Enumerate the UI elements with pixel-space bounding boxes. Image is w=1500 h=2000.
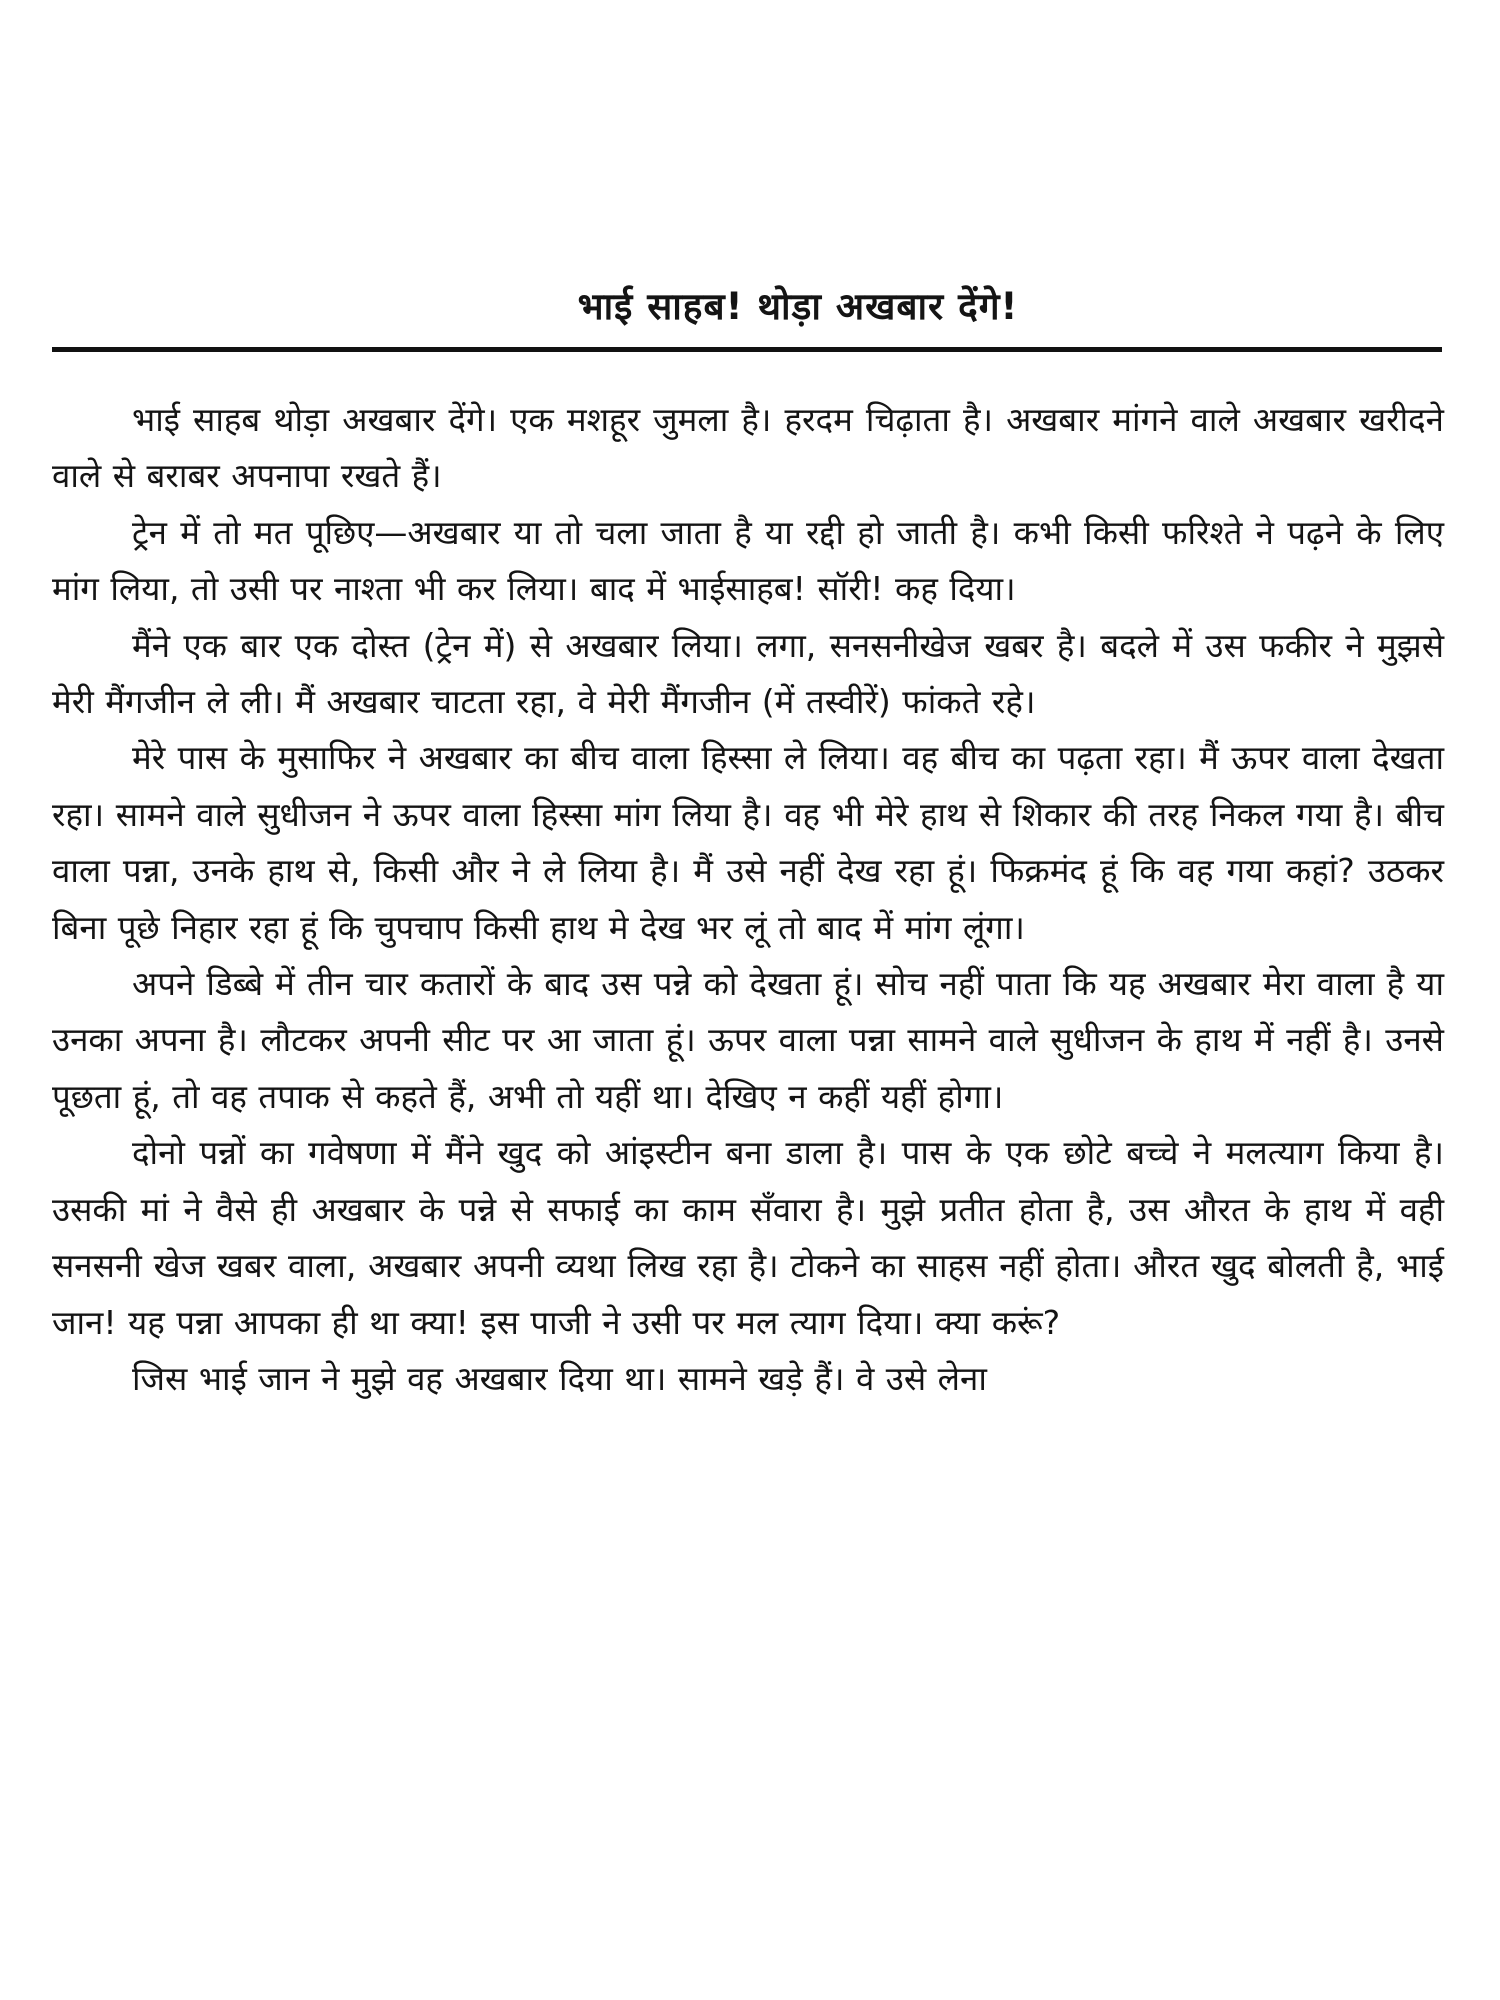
paragraph-3: मैंने एक बार एक दोस्त (ट्रेन में) से अखबार लिया। लगा, सनसनीखेज खबर है। बदले में उस फकीर ने मुझसे मेरी मैंगजीन ले ली। मैं अखबार चाटता रहा, वे मेरी मैंगजीन (में तस्वीरें) फांकते रहे। [52,625,1445,722]
paragraph-5: अपने डिब्बे में तीन चार कतारों के बाद उस पन्ने को देखता हूं। सोच नहीं पाता कि यह अखबार मेरा वाला है या उनका अपना है। लौटकर अपनी सीट पर आ जाता हूं। ऊपर वाला पन्ना सामने वाले सुधीजन के हाथ में नहीं है। उनसे पूछता हूं, तो वह तपाक से कहते हैं, अभी तो यहीं था। देखिए न कहीं यहीं होगा। [52,964,1444,1116]
paragraph-2: ट्रेन में तो मत पूछिए—अखबार या तो चला जाता है या रद्दी हो जाती है। कभी किसी फरिश्ते ने पढ़ने के लिए मांग लिया, तो उसी पर नाश्ता भी कर लिया। बाद में भाईसाहब! सॉरी! कह दिया। [52,512,1444,609]
title-divider [52,347,1442,352]
paragraph-1: भाई साहब थोड़ा अखबार देंगे। एक मशहूर जुमला है। हरदम चिढ़ाता है। अखबार मांगने वाले अखबार खरीदने वाले से बराबर अपनापा रखते हैं। [52,400,1444,496]
paragraph-6: दोनो पन्नों का गवेषणा में मैंने खुद को आंइस्टीन बना डाला है। पास के एक छोटे बच्चे ने मलत्याग किया है। उसकी मां ने वैसे ही अखबार के पन्ने से सफाई का काम सँवारा है। मुझे प्रतीत होता है, उस औरत के हाथ में वही सनसनी खेज खबर वाला, अखबार अपनी व्यथा लिख रहा है। टोकने का साहस नहीं होता। औरत खुद बोलती है, भाई जान! यह पन्ना आपका ही था क्या! इस पाजी ने उसी पर मल त्याग दिया। क्या करूं? [52,1133,1444,1342]
chapter-body [52,392,1444,1407]
paragraph-4: मेरे पास के मुसाफिर ने अखबार का बीच वाला हिस्सा ले लिया। वह बीच का पढ़ता रहा। मैं ऊपर वाला देखता रहा। सामने वाले सुधीजन ने ऊपर वाला हिस्सा मांग लिया है। वह भी मेरे हाथ से शिकार की तरह निकल गया है। बीच वाला पन्ना, उनके हाथ से, किसी और ने ले लिया है। मैं उसे नहीं देख रहा हूं। फिक्रमंद हूं कि वह गया कहां? उठकर बिना पूछे निहार रहा हूं कि चुपचाप किसी हाथ मे देख भर लूं तो बाद में मांग लूंगा। [52,738,1444,947]
paragraph-7: जिस भाई जान ने मुझे वह अखबार दिया था। सामने खड़े हैं। वे उसे लेना [132,1358,987,1398]
chapter-title: भाई साहब! थोड़ा अखबार देंगे! [577,285,1019,328]
